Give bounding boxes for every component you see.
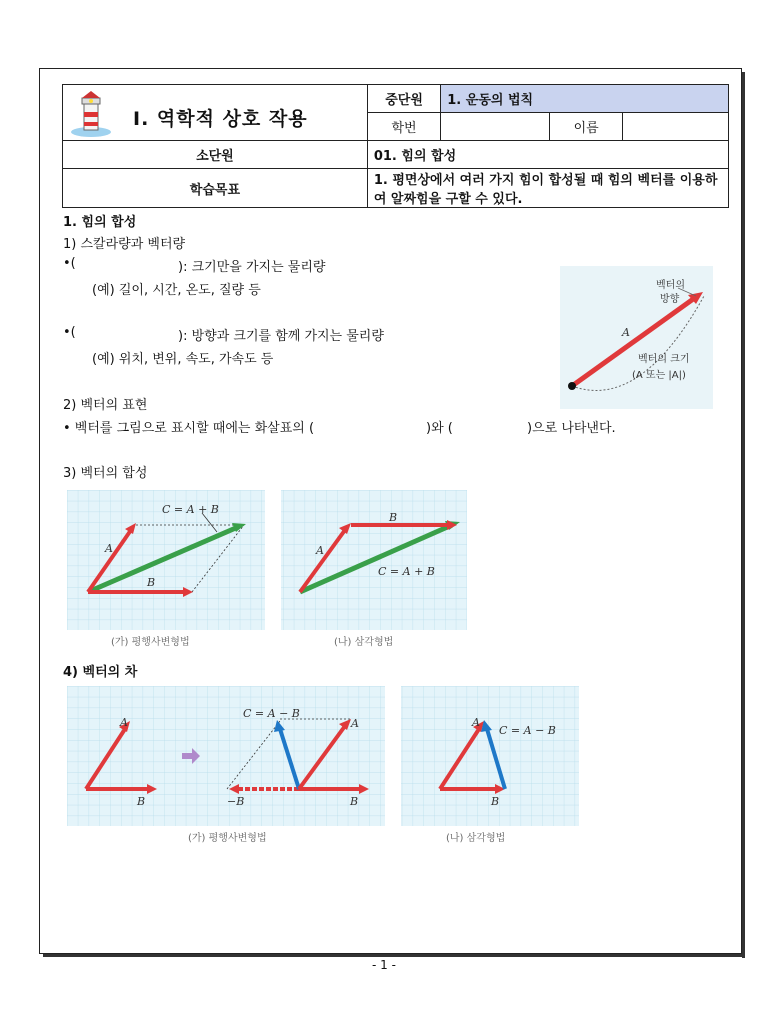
diff-a-mid: A xyxy=(351,717,359,730)
sum-caption-left: (가) 평행사변형법 xyxy=(111,637,190,648)
example-vector: (예) 위치, 변위, 속도, 가속도 등 xyxy=(92,352,274,367)
vector-direction-label-2: 방향 xyxy=(660,294,680,305)
diff-eq-left: C = A − B xyxy=(243,707,300,720)
mid-unit-value: 1. 운동의 법칙 xyxy=(441,85,729,113)
vector-diagram xyxy=(560,266,713,409)
bullet-scalar-text: ): 크기만을 가지는 물리량 xyxy=(178,260,326,275)
diff-b-right: B xyxy=(491,795,500,808)
sub-4-heading: 4) 벡터의 차 xyxy=(63,665,138,680)
sum-b-right: B xyxy=(389,511,398,524)
diff-b-left: B xyxy=(137,795,146,808)
vector-sum-figure xyxy=(67,490,469,650)
sub-3-heading: 3) 벡터의 합성 xyxy=(63,466,148,481)
student-no-label: 학번 xyxy=(367,113,440,141)
diff-eq-right: C = A − B xyxy=(499,724,556,737)
sub-unit-value: 01. 힘의 합성 xyxy=(367,141,728,169)
lighthouse-logo-icon xyxy=(69,90,113,138)
page-frame-shadow xyxy=(742,72,745,958)
diff-caption-left: (가) 평행사변형법 xyxy=(188,833,267,844)
student-no-field xyxy=(441,113,550,141)
header-table xyxy=(62,84,729,208)
page-frame-shadow-bottom xyxy=(43,954,745,957)
diff-a-right: A xyxy=(472,716,480,729)
sub-1-heading: 1) 스칼라량과 벡터량 xyxy=(63,237,186,252)
section-1-heading: 1. 힘의 합성 xyxy=(63,215,137,230)
unit-title: Ⅰ. 역학적 상호 작용 xyxy=(133,107,308,130)
goal-label: 학습목표 xyxy=(63,169,368,208)
vector-repr-text-3: )으로 나타낸다. xyxy=(527,421,616,436)
vector-a-label: A xyxy=(622,326,630,339)
bullet-vector-open: •( xyxy=(63,325,76,340)
vector-direction-label-1: 벡터의 xyxy=(656,280,685,291)
diff-neg-b: −B xyxy=(227,795,245,808)
vector-diff-figure xyxy=(67,686,581,846)
sum-b-left: B xyxy=(147,576,156,589)
sum-a-left: A xyxy=(105,542,113,555)
bullet-vector-text: ): 방향과 크기를 함께 가지는 물리량 xyxy=(178,329,384,344)
diff-b-mid: B xyxy=(350,795,359,808)
vector-magnitude-label: 벡터의 크기 xyxy=(638,354,690,365)
vector-magnitude-formula: (A 또는 |A|) xyxy=(632,370,686,381)
name-label: 이름 xyxy=(549,113,622,141)
mid-unit-label: 중단원 xyxy=(367,85,440,113)
sub-unit-label: 소단원 xyxy=(63,141,368,169)
vector-repr-text-2: )와 ( xyxy=(426,421,453,436)
vector-repr-text-1: • 벡터를 그림으로 표시할 때에는 화살표의 ( xyxy=(63,421,315,436)
goal-value: 1. 평면상에서 여러 가지 힘이 합성될 때 힘의 벡터를 이용하여 알짜힘을 구할 수 있다. xyxy=(367,169,728,208)
sub-2-heading: 2) 벡터의 표현 xyxy=(63,398,148,413)
sum-a-right: A xyxy=(316,544,324,557)
title-cell xyxy=(63,85,368,141)
example-scalar: (예) 길이, 시간, 온도, 질량 등 xyxy=(92,283,261,298)
bullet-scalar-open: •( xyxy=(63,256,76,271)
sum-eq-right: C = A + B xyxy=(378,565,435,578)
diff-caption-right: (나) 삼각형법 xyxy=(446,833,506,844)
page-number: - 1 - xyxy=(372,958,396,972)
diff-a-left: A xyxy=(120,716,128,729)
sum-caption-right: (나) 삼각형법 xyxy=(334,637,394,648)
name-field xyxy=(623,113,729,141)
sum-eq-left: C = A + B xyxy=(162,503,219,516)
